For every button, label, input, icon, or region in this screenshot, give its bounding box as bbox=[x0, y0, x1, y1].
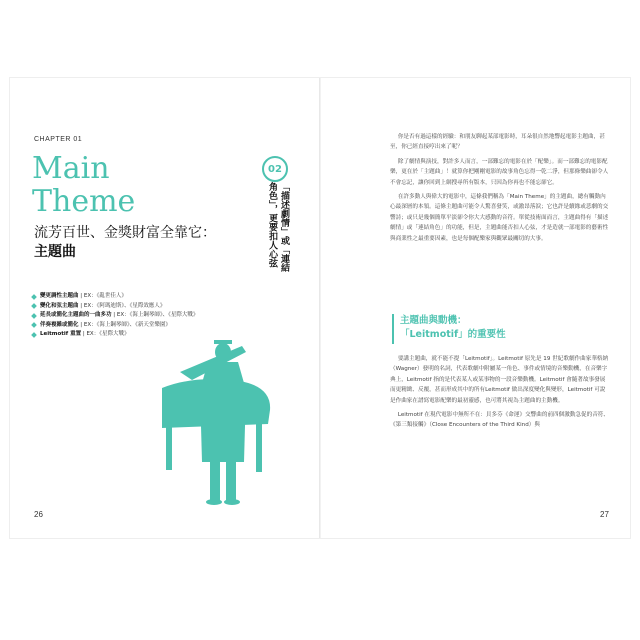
bullet-icon bbox=[31, 303, 37, 309]
bullet-icon bbox=[31, 322, 37, 328]
body-text-bottom bbox=[390, 354, 610, 435]
piano-leg bbox=[166, 426, 172, 470]
main-title-line1: Main bbox=[32, 151, 110, 186]
book-spread bbox=[10, 78, 630, 538]
list-item-label: 延長或簡化主題曲的一曲多功 bbox=[40, 312, 112, 318]
technique-list bbox=[32, 292, 198, 340]
page-number-right: 27 bbox=[600, 510, 609, 519]
list-item: 伴奏複雜或簡化 | EX：《海上鋼琴師》、《新天堂樂園》 bbox=[32, 321, 198, 331]
vertical-heading-line2: 角色」，更要扣人心弦 bbox=[267, 182, 277, 268]
chapter-subtitle bbox=[34, 224, 216, 262]
section-heading-line2: 「Leitmotif」的重要性 bbox=[400, 329, 506, 340]
paragraph: 你是否有過這樣的經驗：和朋友聊起某部電影時，耳朵很自然地響起電影主題曲，甚至，你已經直接哼出來了呢？ bbox=[390, 134, 605, 151]
main-title-line2: Theme bbox=[32, 184, 136, 219]
paragraph: 要講主題曲，就不能不提「Leitmotif」。Leitmotif 原先是 19 世紀歌劇作曲家華格納（Wagner）發明的名詞，代表歌劇中附屬某一角色、事件或情境的音樂動機，在音樂字典上，Leitmotif 指的是代表某人或某事物的一段音樂動機。Leitmotif 會隨著故事發展而更精緻、反覆，甚而形成其中的所有Leitmotif 做出深度變化與變形，Leitmotif 可說是作曲家在譜寫電影配樂的最初靈感，也可將其視為主題曲的主動機。 bbox=[390, 356, 609, 404]
list-item-examples: EX：《亂世佳人》 bbox=[83, 293, 127, 299]
paragraph: 在許多動人與偉大的電影中，這條我們稱為「Main Theme」的主題曲，總有觸動內心最深層的本領。這條主題曲可能令人驚喜發笑，或激昂落淚；它也許是續緣或悲劇的交響詩；或只是幾個簡單平淡卻令你大大感動的音符。單從技術面而言，主題曲得有「描述劇情」或「連結角色」的功能，但是，主題曲能否扣人心弦，才是造就一部電影的藝術性與商業性之最重要因素，也是每個配樂家與觀眾最關切的大事。 bbox=[390, 194, 609, 242]
list-item: Leitmotif 重置 | EX：《星際大戰》 bbox=[32, 330, 198, 340]
section-number-badge: 02 bbox=[262, 156, 288, 182]
bullet-icon bbox=[31, 332, 37, 338]
body-text-top bbox=[390, 132, 610, 248]
shoe-shape bbox=[224, 499, 240, 505]
list-item-examples: EX：《星際大戰》 bbox=[86, 331, 130, 337]
main-title bbox=[32, 152, 135, 218]
bullet-icon bbox=[31, 294, 37, 300]
list-item-label: 變更調性主題曲 bbox=[40, 293, 79, 299]
hat-crown bbox=[217, 340, 229, 341]
coat-shape bbox=[200, 362, 246, 462]
subtitle-line2: 主題曲 bbox=[34, 244, 76, 260]
man-leg bbox=[210, 460, 220, 500]
list-item-examples: EX：《海上鋼琴師》、《新天堂樂園》 bbox=[83, 321, 171, 328]
list-item-examples: EX：《阿瑪迪斯》、《星際效應人》 bbox=[83, 302, 166, 309]
pianist-piano-illustration bbox=[122, 340, 282, 510]
man-leg bbox=[226, 460, 236, 500]
paragraph: 除了劇情與演技，對許多人而言，一部難忘的電影在於「配樂」。而一部難忘的電影配樂，更在於「主題曲」！就算你把剛剛電影的故事角色忘得一乾二淨，但那條樂曲卻令人不會忘記，讓你回到上網搜尋所有版本，只因為你再也不能忘卻它。 bbox=[390, 158, 609, 186]
list-item-label: 伴奏複雜或簡化 bbox=[40, 321, 79, 328]
book-spine bbox=[319, 78, 321, 538]
paragraph: Leitmotif 在現代電影中無所不在：貝多芬《命運》交響曲的前四個激動急促的音符、《第三類接觸》（Close Encounters of the Third Kind）與 bbox=[390, 412, 609, 429]
list-item: 變更調性主題曲 | EX：《亂世佳人》 bbox=[32, 292, 198, 302]
section-heading-bar bbox=[392, 314, 394, 344]
section-heading-text bbox=[400, 314, 506, 342]
list-item: 延長或簡化主題曲的一曲多功 | EX：《海上鋼琴師》、《星際大戰》 bbox=[32, 311, 198, 321]
chapter-label: CHAPTER 01 bbox=[34, 136, 83, 143]
subtitle-line1: 流芳百世、金獎財富全靠它： bbox=[34, 225, 216, 241]
list-item-examples: EX：《海上鋼琴師》、《星際大戰》 bbox=[116, 312, 199, 318]
page-number-left: 26 bbox=[34, 510, 43, 519]
shoe-shape bbox=[206, 499, 222, 505]
vertical-heading-line1: 「描述劇情」或「連結 bbox=[279, 182, 289, 272]
head-shape bbox=[215, 343, 231, 361]
section-heading-line1: 主題曲與動機： bbox=[400, 315, 467, 326]
piano-leg bbox=[256, 422, 262, 472]
list-item: 變化和弦主題曲 | EX：《阿瑪迪斯》、《星際效應人》 bbox=[32, 302, 198, 312]
list-item-label: Leitmotif 重置 bbox=[40, 331, 82, 337]
list-item-label: 變化和弦主題曲 bbox=[40, 302, 79, 309]
bullet-icon bbox=[31, 313, 37, 319]
